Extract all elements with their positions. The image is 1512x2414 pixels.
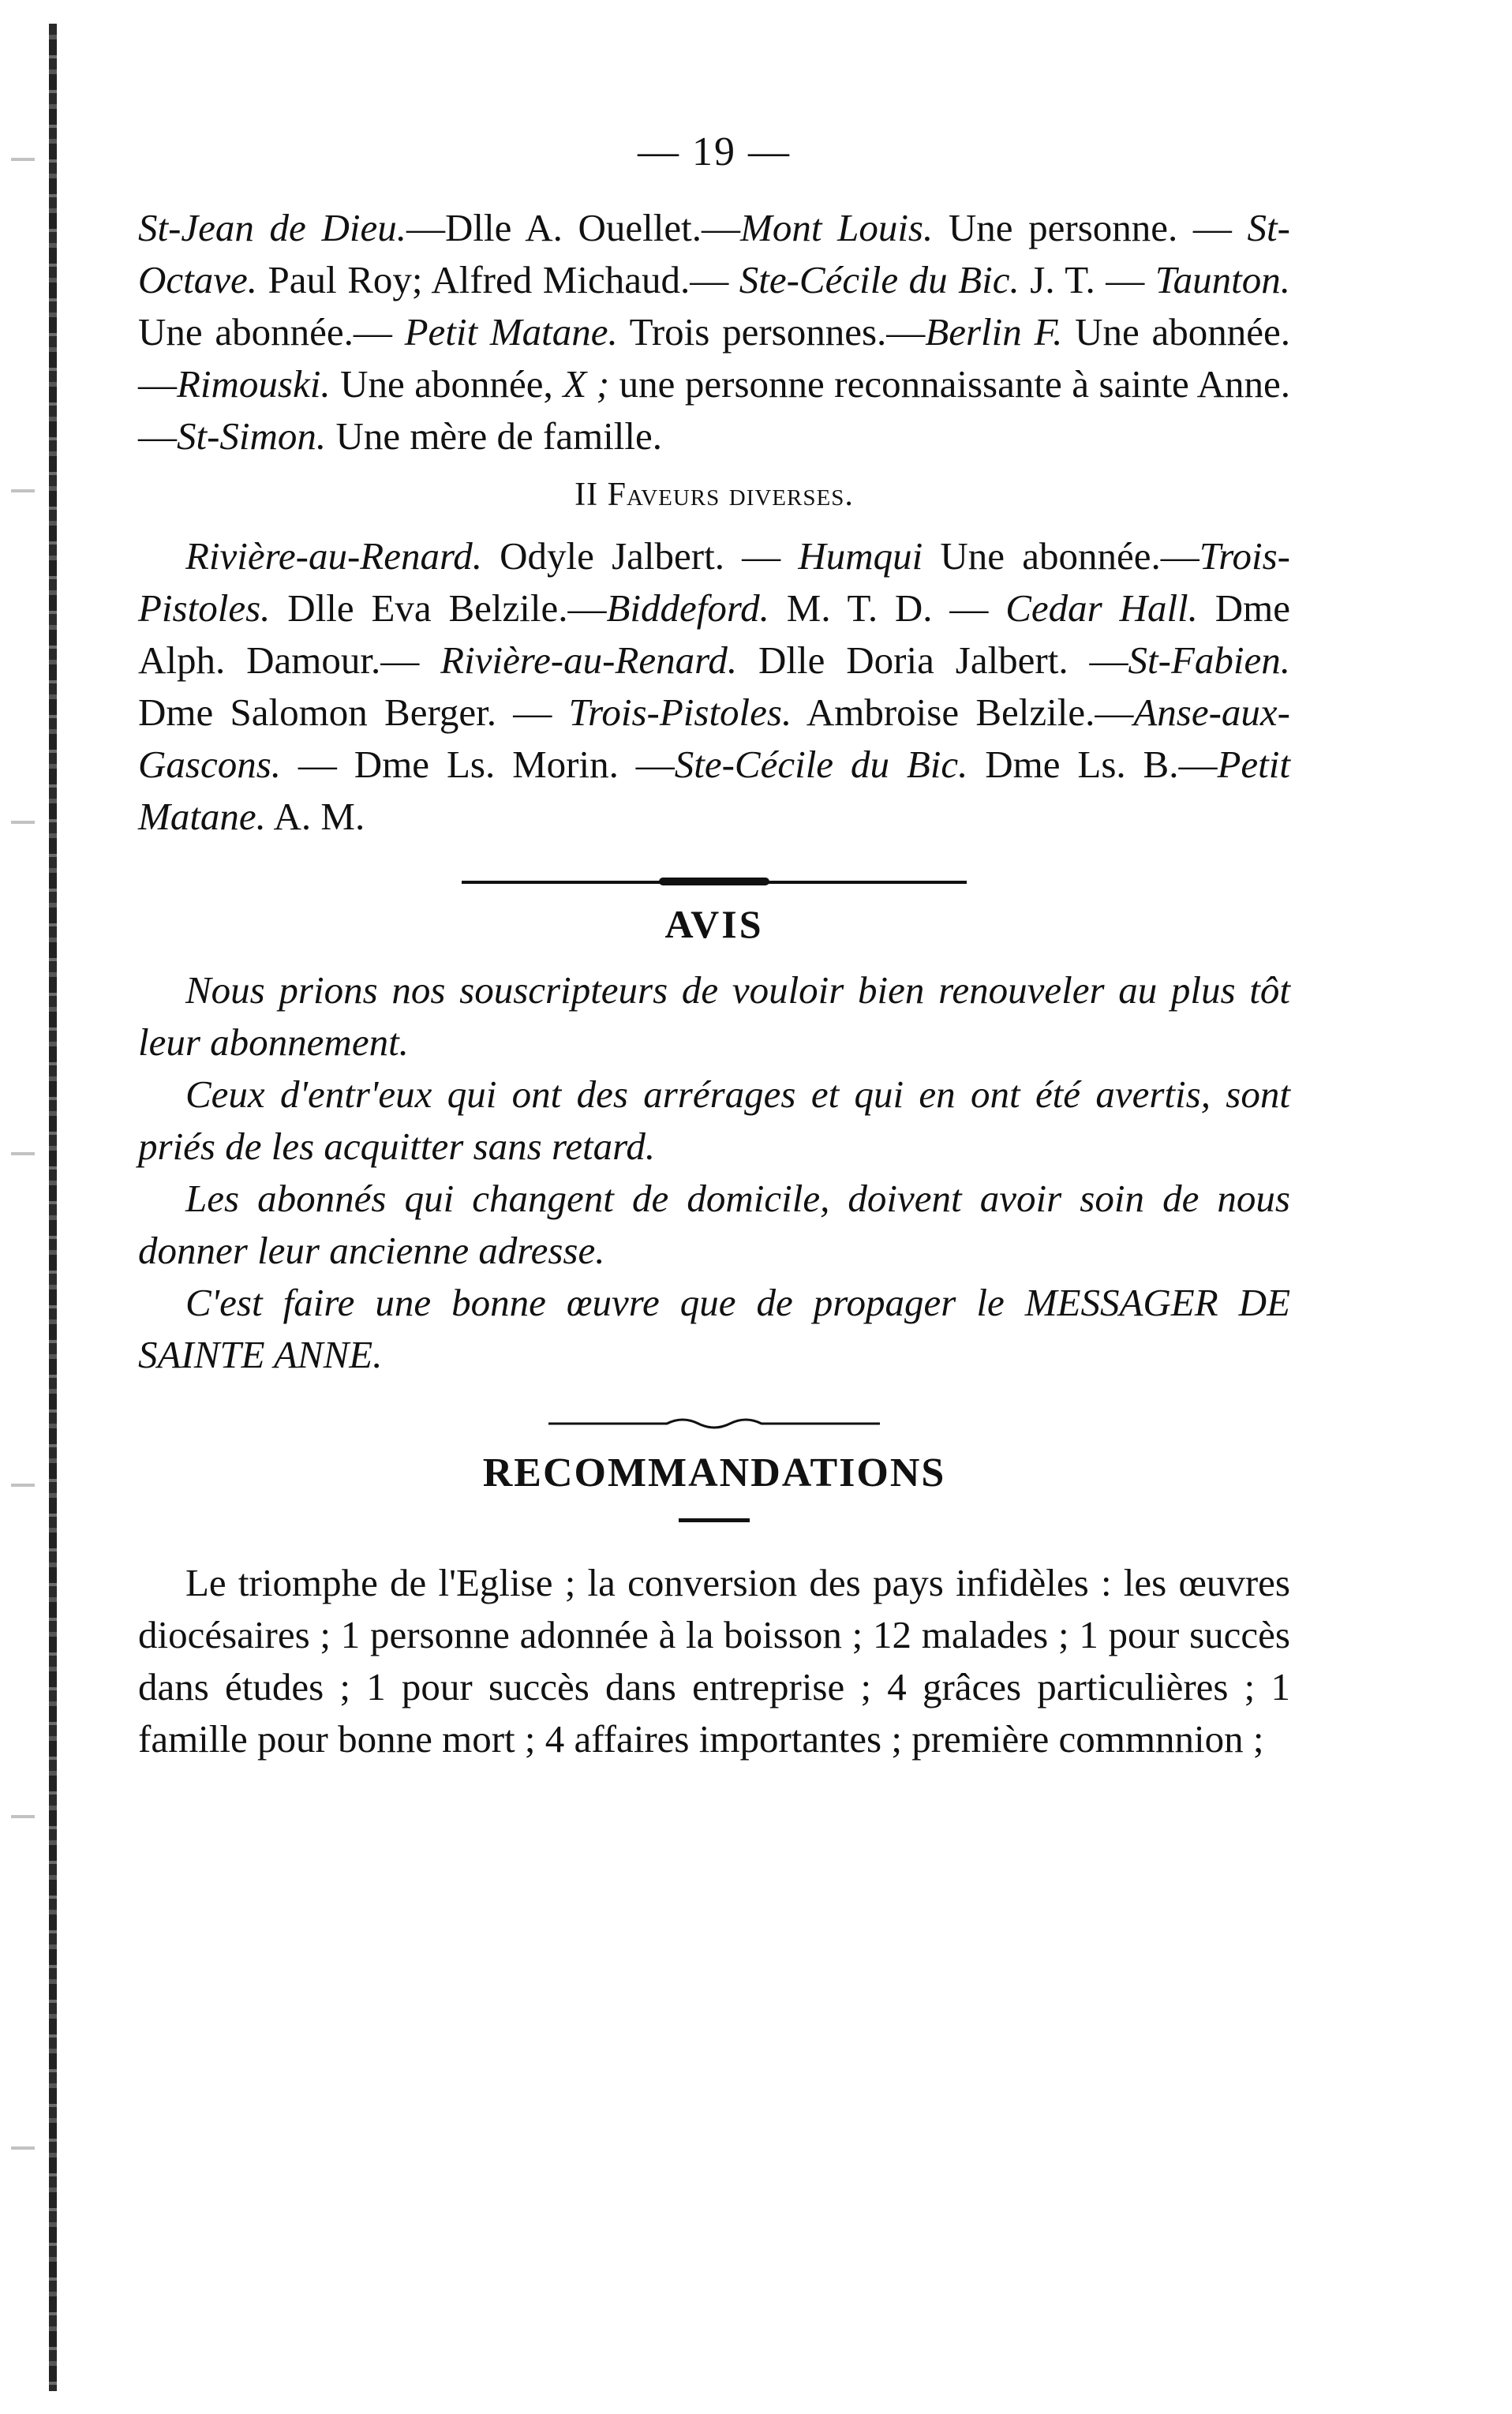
place-name: Ste-Cécile du Bic. — [674, 743, 968, 786]
place-name: Trois-Pistoles. — [568, 691, 792, 734]
favor-text: Dlle Doria Jalbert. — — [737, 638, 1128, 682]
favor-text: M. T. D. — — [769, 586, 1006, 630]
favor-text: Paul Roy; Alfred Michaud.— — [257, 258, 739, 301]
place-name: St-Fabien. — [1128, 638, 1290, 682]
favors-paragraph-2 — [138, 530, 1290, 843]
favor-text: Une mère de famille. — [326, 414, 663, 458]
place-name: Mont Louis. — [740, 206, 934, 249]
favor-text: Une abonnée, — [330, 362, 563, 406]
avis-section — [138, 898, 1290, 1381]
section-heading-faveurs — [138, 469, 1290, 521]
favor-text: —Dlle A. Ouellet.— — [406, 206, 740, 249]
place-name: X ; — [563, 362, 610, 406]
place-name: Ste-Cécile du Bic. — [739, 258, 1020, 301]
favor-text: Une abonnée.— — [138, 310, 405, 354]
favor-text: Dme Ls. B.— — [967, 743, 1218, 786]
favor-text: — Dme Ls. Morin. — — [281, 743, 675, 786]
binding-edge — [49, 24, 57, 2391]
place-name: St-Octave. — [138, 206, 1290, 301]
avis-paragraph: Les abonnés qui changent de domicile, doivent avoir soin de nous donner leur ancienne adresse. — [138, 1177, 1290, 1272]
avis-paragraph: Nous prions nos souscripteurs de vouloir bien renouveler au plus tôt leur abonnement. — [138, 968, 1290, 1064]
favor-text: J. T. — — [1019, 258, 1155, 301]
squiggle-ornament — [548, 1413, 880, 1432]
recommandations-title: RECOMMANDATIONS — [482, 1450, 946, 1495]
page-edge-marks — [11, 16, 35, 2399]
place-name: Rivière-au-Renard. — [185, 534, 482, 578]
section-divider — [138, 881, 1290, 884]
favor-text: Trois personnes.— — [617, 310, 926, 354]
avis-paragraph: C'est faire une bonne œuvre que de propager le MESSAGER DE SAINTE ANNE. — [138, 1281, 1290, 1376]
section-heading-text: II Faveurs diverses. — [574, 477, 854, 513]
favor-text: Dme Salomon Berger. — — [138, 691, 569, 734]
favor-text: Une abonnée.— — [138, 310, 1290, 406]
favor-text: une personne reconnaissante à sainte Anne. — — [138, 362, 1291, 458]
ornament-divider — [138, 1413, 1290, 1432]
favor-text: Dme Alph. Damour.— — [138, 586, 1291, 682]
place-name: Taunton. — [1155, 258, 1290, 301]
place-name: Petit Matane. — [138, 743, 1290, 838]
place-name: Biddeford. — [606, 586, 769, 630]
place-name: Rimouski. — [177, 362, 331, 406]
place-name: Petit Matane. — [404, 310, 618, 354]
place-name: Trois-Pistoles. — [138, 534, 1291, 630]
favor-text: Une personne. — — [933, 206, 1248, 249]
divider-rule — [462, 881, 967, 884]
avis-paragraph: Ceux d'entr'eux qui ont des arrérages et qui en ont été avertis, sont priés de les acquitter sans retard. — [138, 1072, 1290, 1168]
place-name: Humqui — [798, 534, 923, 578]
favor-text: Une abonnée.— — [923, 534, 1199, 578]
favor-text: Odyle Jalbert. — — [481, 534, 799, 578]
place-name: Berlin F. — [925, 310, 1063, 354]
recommandations-text: Le triomphe de l'Eglise ; la conversion des pays infidèles : les œuvres diocésaires ; 1 personne adonnée à la boisson ; 12 malades ; 1 pour succès dans études ; 1 pour succès dans entreprise ; 4 grâces particulières ; 1 famille pour bonne mort ; 4 affaires importantes ; première commnnion ; — [138, 1561, 1290, 1761]
avis-title: AVIS — [664, 902, 764, 946]
favor-text: Ambroise Belzile.— — [792, 691, 1134, 734]
place-name: Anse-aux-Gascons. — [138, 691, 1290, 786]
favor-text: Dlle Eva Belzile.— — [270, 586, 607, 630]
title-dash — [138, 1518, 1290, 1522]
place-name: Rivière-au-Renard. — [440, 638, 738, 682]
favors-paragraph-1 — [138, 202, 1290, 462]
place-name: St-Jean de Dieu. — [138, 206, 406, 249]
page-number: — 19 — — [638, 129, 791, 174]
place-name: St-Simon. — [177, 414, 327, 458]
favor-text: A. M. — [265, 795, 365, 838]
book-page — [138, 126, 1290, 1765]
place-name: Cedar Hall. — [1005, 586, 1198, 630]
